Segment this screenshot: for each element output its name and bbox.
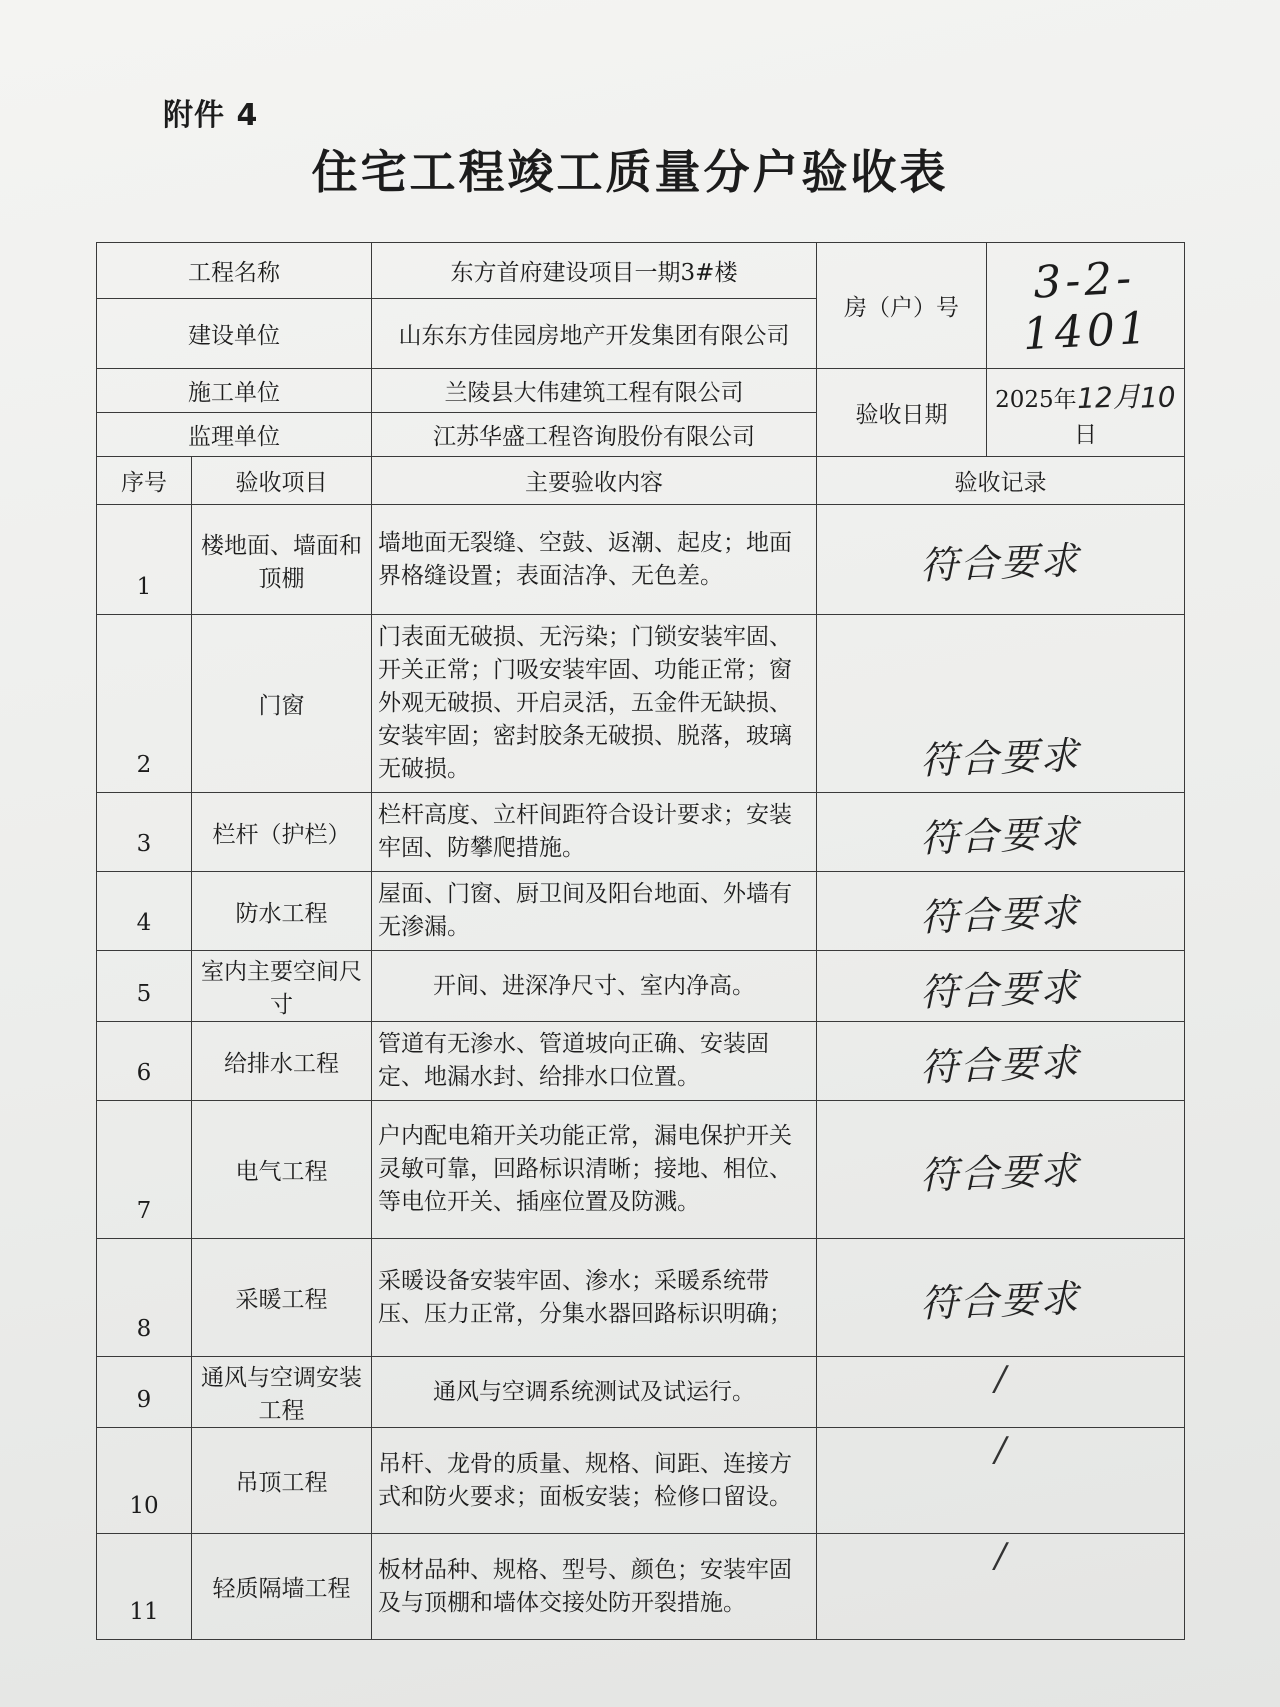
row-record-cell	[817, 951, 1185, 1022]
row-item: 吊顶工程	[192, 1428, 372, 1534]
table-row	[97, 615, 1185, 793]
row-record: /	[994, 1430, 1007, 1470]
col-header-content: 主要验收内容	[372, 457, 817, 505]
table-row	[97, 1534, 1185, 1640]
row-record-cell	[817, 793, 1185, 872]
unit-no-value: 3-2-1401	[1021, 251, 1153, 360]
row-record: 符合要求	[919, 1148, 1082, 1198]
row-content: 户内配电箱开关功能正常，漏电保护开关灵敏可靠，回路标识清晰；接地、相位、等电位开关、插座位置及防溅。	[372, 1101, 817, 1239]
row-item: 电气工程	[192, 1101, 372, 1239]
row-record-cell	[817, 1101, 1185, 1239]
project-name-value: 东方首府建设项目一期3#楼	[372, 243, 817, 299]
supervisor-value: 江苏华盛工程咨询股份有限公司	[372, 413, 817, 457]
row-item: 楼地面、墙面和顶棚	[192, 505, 372, 615]
row-item: 给排水工程	[192, 1022, 372, 1101]
row-item: 防水工程	[192, 872, 372, 951]
row-content: 板材品种、规格、型号、颜色；安装牢固及与顶棚和墙体交接处防开裂措施。	[372, 1534, 817, 1640]
row-no: 5	[97, 951, 192, 1022]
row-record: /	[994, 1359, 1007, 1399]
row-record-cell	[817, 1428, 1185, 1534]
row-no: 11	[97, 1534, 192, 1640]
row-content: 屋面、门窗、厨卫间及阳台地面、外墙有无渗漏。	[372, 872, 817, 951]
contractor-value: 兰陵县大伟建筑工程有限公司	[372, 369, 817, 413]
row-record-cell	[817, 1534, 1185, 1640]
row-no: 9	[97, 1357, 192, 1428]
row-no: 3	[97, 793, 192, 872]
row-no: 8	[97, 1239, 192, 1357]
contractor-label: 施工单位	[97, 369, 372, 413]
unit-no-label: 房（户）号	[817, 243, 987, 369]
attachment-label: 附件 4	[163, 98, 259, 133]
table-row	[97, 1357, 1185, 1428]
row-content: 门表面无破损、无污染；门锁安装牢固、开关正常；门吸安装牢固、功能正常；窗外观无破损、开启灵活，五金件无缺损、 安装牢固；密封胶条无破损、脱落，玻璃无破损。	[372, 615, 817, 793]
row-record-cell	[817, 505, 1185, 615]
date-label: 验收日期	[817, 369, 987, 457]
builder-value: 山东东方佳园房地产开发集团有限公司	[372, 299, 817, 369]
row-record: 符合要求	[919, 810, 1082, 861]
row-content: 开间、进深净尺寸、室内净高。	[372, 951, 817, 1022]
row-item: 栏杆（护栏）	[192, 793, 372, 872]
row-record: 符合要求	[919, 538, 1082, 588]
row-content: 采暖设备安装牢固、渗水；采暖系统带压、压力正常，分集水器回路标识明确；	[372, 1239, 817, 1357]
row-record: 符合要求	[919, 733, 1082, 783]
row-item: 轻质隔墙工程	[192, 1534, 372, 1640]
column-header-row	[97, 457, 1185, 505]
row-record-cell	[817, 872, 1185, 951]
table-row	[97, 1101, 1185, 1239]
table-row	[97, 1428, 1185, 1534]
supervisor-label: 监理单位	[97, 413, 372, 457]
row-record: 符合要求	[919, 1039, 1082, 1090]
col-header-record: 验收记录	[817, 457, 1185, 505]
row-no: 1	[97, 505, 192, 615]
row-record: 符合要求	[919, 889, 1082, 940]
table-row	[97, 1239, 1185, 1357]
col-header-item: 验收项目	[192, 457, 372, 505]
row-no: 10	[97, 1428, 192, 1534]
row-content: 墙地面无裂缝、空鼓、返潮、起皮；地面界格缝设置；表面洁净、无色差。	[372, 505, 817, 615]
date-suffix: 日	[1074, 422, 1097, 448]
row-no: 2	[97, 615, 192, 793]
row-content: 管道有无渗水、管道坡向正确、安装固定、地漏水封、给排水口位置。	[372, 1022, 817, 1101]
table-row	[97, 793, 1185, 872]
col-header-no: 序号	[97, 457, 192, 505]
date-cell	[987, 369, 1185, 457]
acceptance-table	[96, 242, 1185, 1640]
unit-no-cell	[987, 243, 1185, 369]
row-no: 7	[97, 1101, 192, 1239]
table-row	[97, 505, 1185, 615]
row-no: 4	[97, 872, 192, 951]
row-record-cell	[817, 1022, 1185, 1101]
row-record: 符合要求	[919, 1276, 1082, 1326]
row-item: 通风与空调安装工程	[192, 1357, 372, 1428]
date-month: 12月	[1076, 379, 1141, 416]
info-row-project	[97, 243, 1185, 299]
row-record-cell	[817, 615, 1185, 793]
row-record-cell	[817, 1239, 1185, 1357]
date-day: 10	[1139, 380, 1177, 415]
row-content: 吊杆、龙骨的质量、规格、间距、连接方式和防火要求；面板安装；检修口留设。	[372, 1428, 817, 1534]
row-item: 室内主要空间尺寸	[192, 951, 372, 1022]
row-record: /	[994, 1536, 1007, 1576]
date-prefix: 2025年	[995, 387, 1077, 413]
row-item: 采暖工程	[192, 1239, 372, 1357]
project-name-label: 工程名称	[97, 243, 372, 299]
row-item: 门窗	[192, 615, 372, 793]
form-title: 住宅工程竣工质量分户验收表	[311, 145, 949, 199]
row-content: 栏杆高度、立杆间距符合设计要求；安装牢固、防攀爬措施。	[372, 793, 817, 872]
row-content: 通风与空调系统测试及试运行。	[372, 1357, 817, 1428]
table-row	[97, 872, 1185, 951]
builder-label: 建设单位	[97, 299, 372, 369]
info-row-contractor	[97, 369, 1185, 413]
table-row	[97, 951, 1185, 1022]
table-row	[97, 1022, 1185, 1101]
row-no: 6	[97, 1022, 192, 1101]
row-record: 符合要求	[919, 964, 1082, 1015]
row-record-cell	[817, 1357, 1185, 1428]
